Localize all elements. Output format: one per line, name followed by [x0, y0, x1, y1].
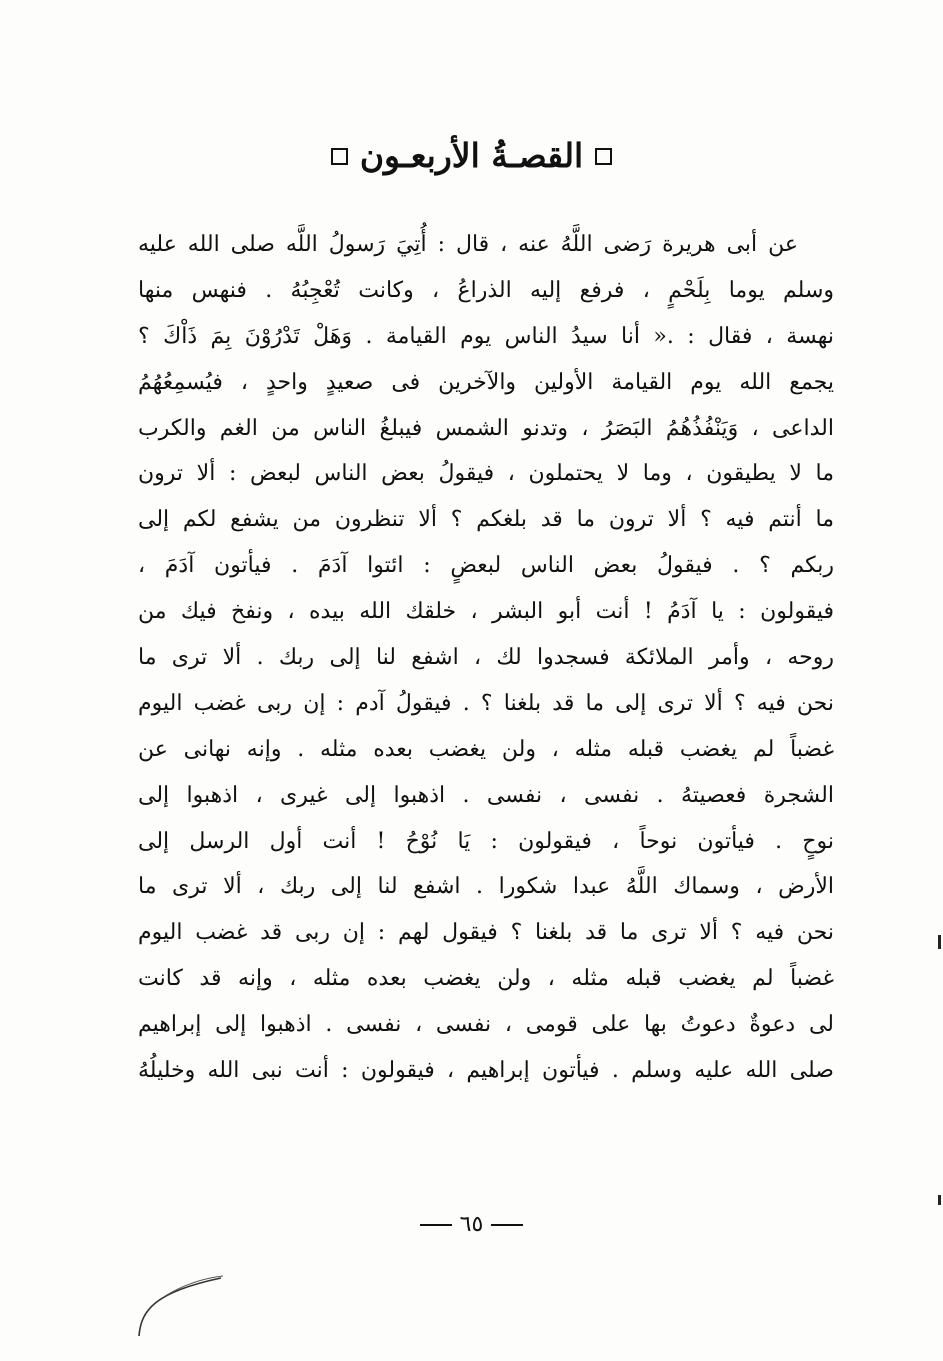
text-line: ما لا يطيقون ، وما لا يحتملون ، فيقولُ بعض الناس لبعض : ألا ترون	[138, 461, 834, 487]
text-line: الأرض ، وسماك اللَّهُ عبدا شكورا . اشفع لنا إلى ربك ، ألا ترى ما	[138, 874, 834, 900]
story-body	[138, 222, 834, 1094]
pen-scribble	[135, 1270, 225, 1340]
text-line: عن أبى هريرة رَضى اللَّهُ عنه ، قال : أُتِيَ رَسولُ اللَّه صلى الله عليه	[138, 232, 798, 257]
text-line: الداعى ، وَيَنْفُذُهُمُ البَصَرُ ، وتدنو الشمس فيبلغُ الناس من الغم والكرب	[138, 415, 834, 441]
text-line: نوحٍ . فيأتون نوحاً ، فيقولون : يَا نُوْحُ ! أنت أول الرسل إلى	[138, 828, 834, 854]
story-heading	[0, 128, 943, 184]
dash-ornament	[420, 1224, 452, 1226]
text-line: وسلم يوما بِلَحْمٍ ، فرفع إليه الذراعُ ، وكانت تُعْجِبُهُ . فنهس منها	[138, 277, 834, 303]
story-title: القصـةُ الأربعـون	[359, 136, 584, 175]
text-line: نحن فيه ؟ ألا ترى ما قد بلغنا ؟ فيقول لهم : إن ربى قد غضب اليوم	[138, 920, 834, 946]
text-line: نهسة ، فقال : .« أنا سيدُ الناس يوم القيامة . وَهَلْ تَدْرُوْنَ بِمَ ذَاْكَ ؟	[138, 323, 834, 349]
text-line: فيقولون : يا آدَمُ ! أنت أبو البشر ، خلقك الله بيده ، ونفخ فيك من	[138, 599, 834, 625]
dash-ornament	[491, 1224, 523, 1226]
text-line: نحن فيه ؟ ألا ترى إلى ما قد بلغنا ؟ . فيقولُ آدم : إن ربى غضب اليوم	[138, 690, 834, 716]
text-line: صلى الله عليه وسلم . فيأتون إبراهيم ، فيقولون : أنت نبى الله وخليلُهُ	[138, 1058, 834, 1084]
scan-mark	[938, 1195, 941, 1205]
text-line: لى دعوةٌ دعوتُ بها على قومى ، نفسى ، نفسى . اذهبوا إلى إبراهيم	[138, 1012, 834, 1038]
text-line: ربكم ؟ . فيقولُ بعض الناس لبعضٍ : ائتوا آدَمَ . فيأتون آدَمَ ،	[138, 553, 834, 579]
text-line: ما أنتم فيه ؟ ألا ترون ما قد بلغكم ؟ ألا تنظرون من يشفع لكم إلى	[138, 507, 834, 533]
text-line: يجمع الله يوم القيامة الأولين والآخرين فى صعيدٍ واحدٍ ، فيُسمِعُهُمُ	[138, 369, 834, 395]
text-line: غضباً لم يغضب قبله مثله ، ولن يغضب بعده مثله ، وإنه قد كانت	[138, 966, 834, 992]
text-line: روحه ، وأمر الملائكة فسجدوا لك ، اشفع لنا إلى ربك . ألا ترى ما	[138, 645, 834, 671]
text-line: الشجرة فعصيتهُ . نفسى ، نفسى . اذهبوا إلى غيرى ، اذهبوا إلى	[138, 782, 834, 808]
square-ornament-icon	[331, 148, 348, 165]
square-ornament-icon	[595, 148, 612, 165]
page-number-footer	[0, 1205, 943, 1245]
text-line: غضباً لم يغضب قبله مثله ، ولن يغضب بعده مثله . وإنه نهانى عن	[138, 736, 834, 762]
page-number: ٦٥	[459, 1212, 484, 1237]
scan-mark	[938, 935, 941, 949]
